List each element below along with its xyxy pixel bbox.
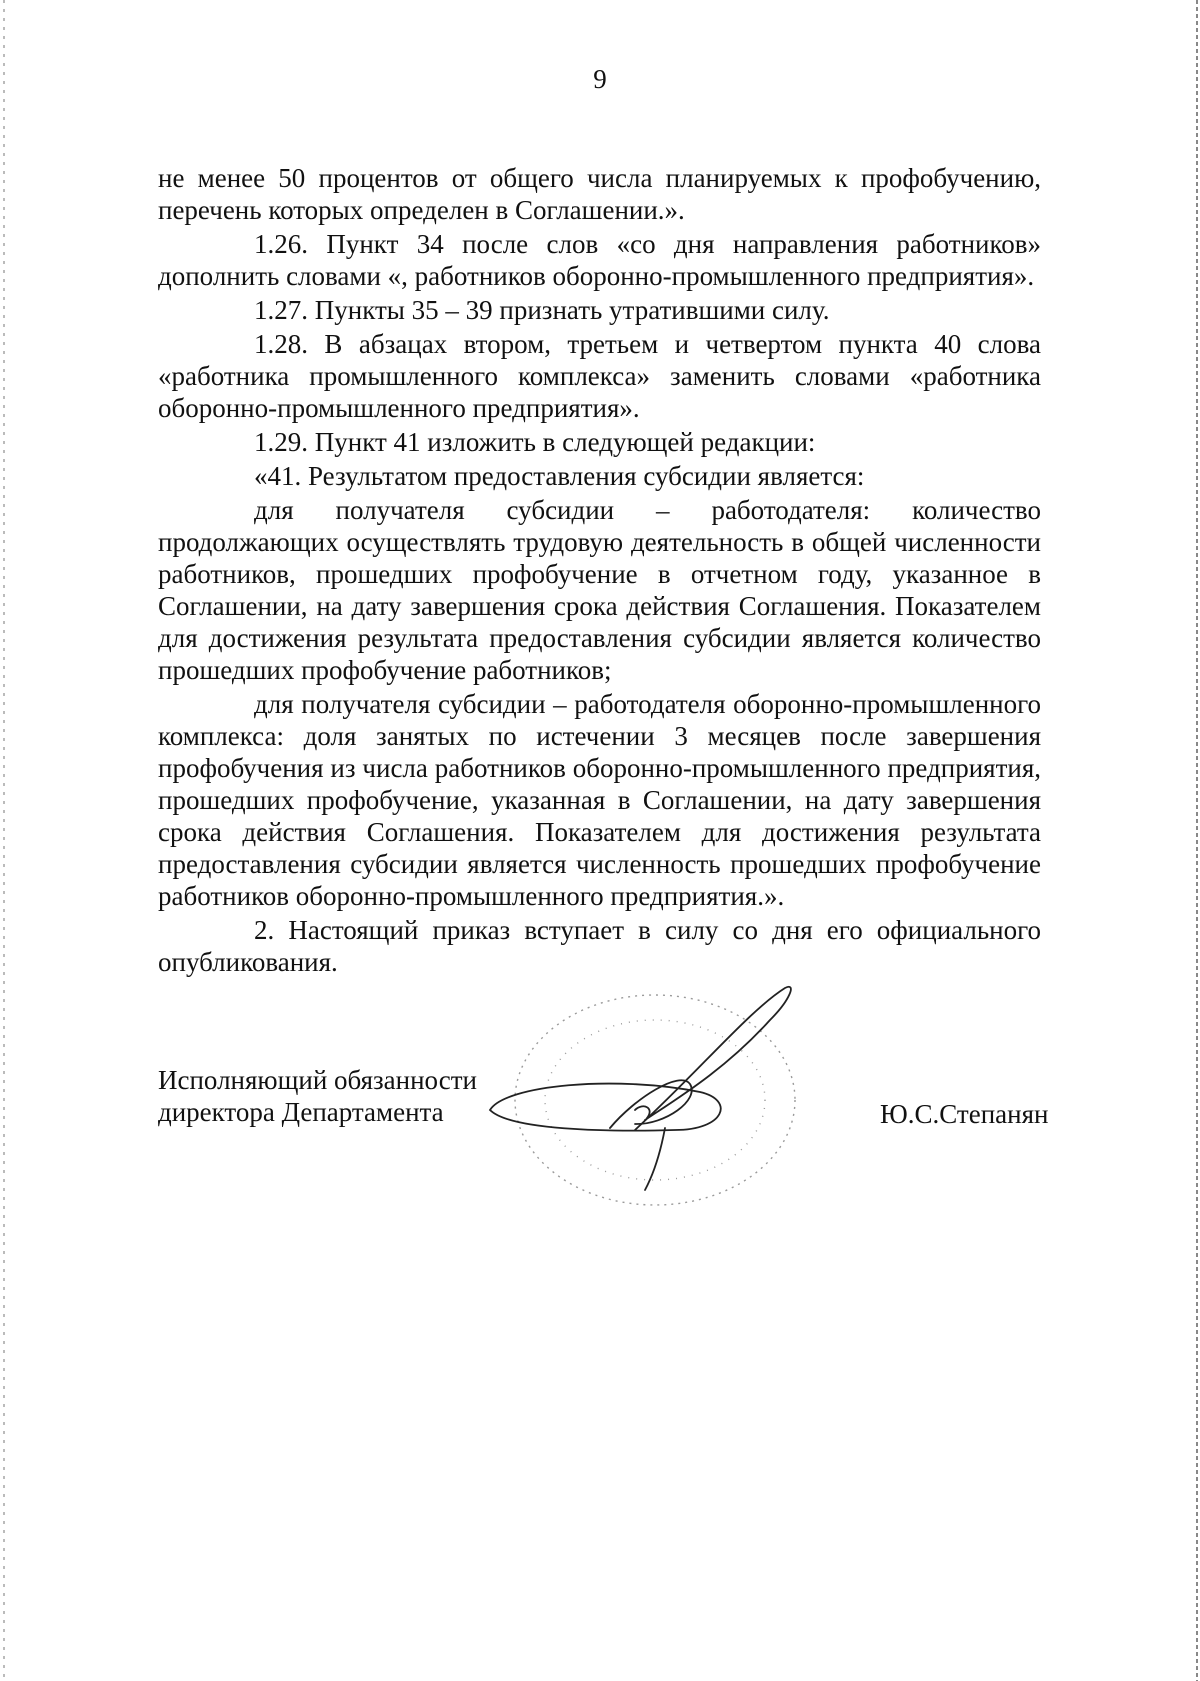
signatory-title (158, 1064, 477, 1128)
paragraph-1-28: 1.28. В абзацах втором, третьем и четвертом пункта 40 слова «работника промышленного комплекса» заменить словами «работника оборонно-промышленного предприятия». (158, 329, 1041, 423)
paragraph-1-27: 1.27. Пункты 35 – 39 признать утратившими силу. (254, 295, 830, 325)
scan-edge-right (1196, 0, 1198, 1681)
paragraph-41-heading: «41. Результатом предоставления субсидии является: (254, 461, 865, 491)
paragraph-continuation: не менее 50 процентов от общего числа планируемых к профобучению, перечень которых определен в Соглашении.». (158, 163, 1041, 225)
paragraph-1-29: 1.29. Пункт 41 изложить в следующей редакции: (254, 427, 816, 457)
signature-stamp (485, 980, 825, 1230)
paragraph-1-26: 1.26. Пункт 34 после слов «со дня направления работников» дополнить словами «, работников оборонно-промышленного предприятия». (158, 229, 1041, 291)
paragraph-defense-employer-result: для получателя субсидии – работодателя оборонно-промышленного комплекса: доля занятых по истечении 3 месяцев после завершения профобучения из числа работников оборонно-промышленного предприятия, прошедших профобучение, указанная в Соглашении, на дату завершения срока действия Соглашения. Показателем для достижения результата предоставления субсидии является численность прошедших профобучение работников оборонно-промышленного предприятия.». (158, 689, 1041, 911)
signatory-title-line1: Исполняющий обязанности (158, 1065, 477, 1095)
faint-stamp-icon (515, 995, 795, 1205)
signatory-name: Ю.С.Степанян (880, 1099, 1049, 1129)
handwritten-signature-icon (490, 987, 791, 1190)
document-body (158, 162, 1041, 978)
paragraph-2-effective: 2. Настоящий приказ вступает в силу со дня его официального опубликования. (158, 915, 1041, 977)
scan-edge-left (3, 0, 5, 1681)
signatory-title-line2: директора Департамента (158, 1097, 444, 1127)
page-number: 9 (593, 64, 607, 94)
paragraph-employer-result: для получателя субсидии – работодателя: количество продолжающих осуществлять трудовую деятельность в общей численности работников, прошедших профобучение в отчетном году, указанное в Соглашении, на дату завершения срока действия Соглашения. Показателем для достижения результата предоставления субсидии является количество прошедших профобучение работников; (158, 495, 1041, 685)
